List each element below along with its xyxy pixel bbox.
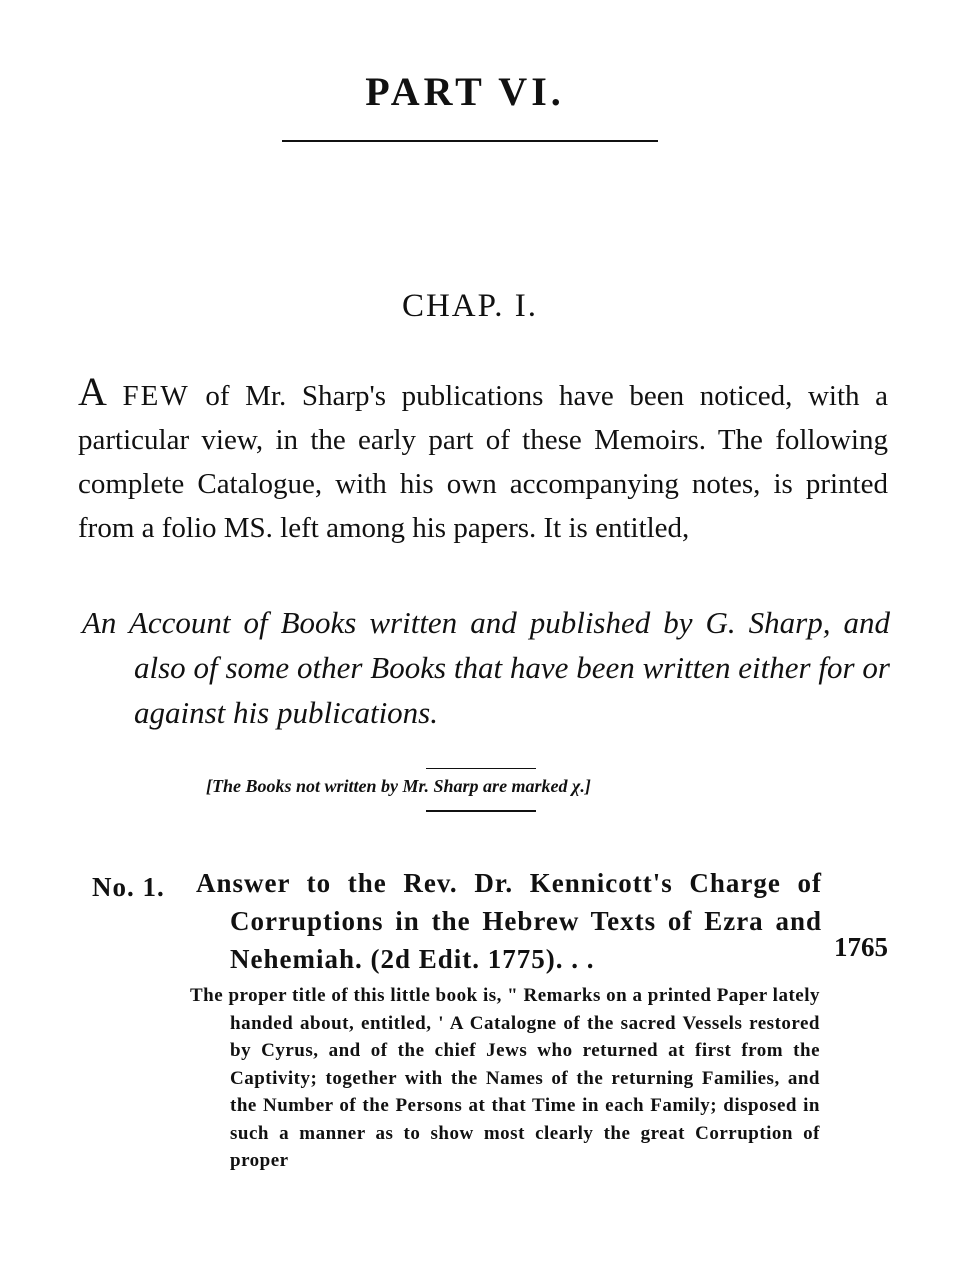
entry-title: Answer to the Rev. Dr. Kennicott's Charge of Corruptions in the Hebrew Texts of Ezra and Nehemiah. (2d Edit. 1775). . . [196, 868, 822, 974]
entry-description: The proper title of this little book is, " Remarks on a printed Paper lately handed about, entitled, ' A Catalogne of the sacred Vessels restored by Cyrus, and of the chief Jews who returned at first from the Captivity; together with the Names of the returning Families, and the Number of the Persons at that Time in each Family; disposed in such a manner as to show most clearly the great Corruption of proper [190, 985, 820, 1171]
intro-smallcaps: FEW [122, 380, 190, 412]
part-title: PART VI. [365, 69, 565, 114]
entry-year: 1765 [834, 932, 888, 962]
intro-paragraph [78, 370, 888, 550]
marking-note: [The Books not written by Mr. Sharp are marked χ.] [206, 776, 591, 796]
intro-text: of Mr. Sharp's publications have been noticed, with a particular view, in the early part of these Memoirs. The following complete Catalogue, with his own accompanying notes, is printed from a folio MS. left among his papers. It is entitled, [78, 380, 889, 544]
chapter-title: CHAP. I. [401, 288, 539, 324]
drop-capital: A [78, 369, 107, 414]
account-title: An Account of Books written and published by G. Sharp, and also of some other Books that have been written either for or against his publications. [82, 605, 890, 730]
note-rule-bottom [426, 810, 536, 812]
title-rule [282, 140, 658, 142]
entry-number: No. 1. [92, 872, 165, 902]
note-rule-top [426, 768, 536, 769]
